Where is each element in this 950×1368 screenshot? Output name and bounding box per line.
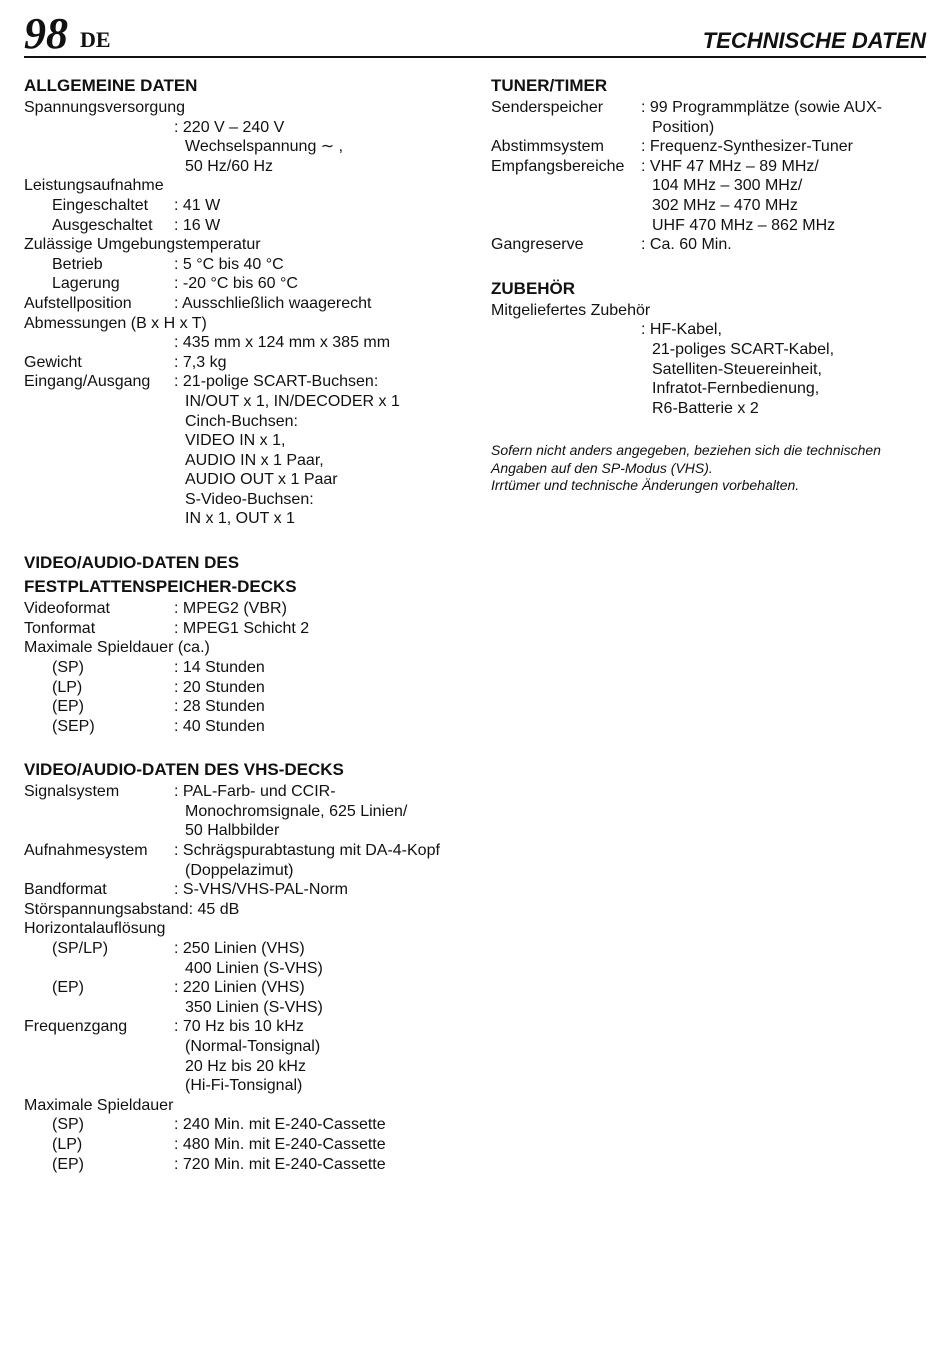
spec-label: Tonformat — [24, 619, 96, 637]
spec-row — [24, 1135, 474, 1155]
spec-label: (LP) — [52, 1136, 83, 1153]
spec-label: Eingang/Ausgang — [24, 373, 151, 391]
spec-label: Spannungsversorgung — [24, 99, 186, 116]
spec-value-line: : 21-polige SCART-Buchsen: — [174, 373, 379, 391]
spec-row — [24, 98, 474, 118]
spec-section — [24, 758, 474, 1174]
spec-value-line: AUDIO OUT x 1 Paar — [185, 471, 338, 489]
spec-value — [174, 782, 407, 841]
spec-value-line: : 41 W — [174, 196, 221, 214]
spec-section — [491, 74, 931, 255]
spec-value — [174, 353, 226, 373]
spec-label: (SP) — [52, 658, 84, 676]
spec-value-line: : 99 Programmplätze (sowie AUX- — [641, 99, 882, 116]
spec-value-line: : 480 Min. mit E-240-Cassette — [174, 1136, 386, 1153]
spec-value — [174, 619, 309, 639]
spec-value-line: : MPEG1 Schicht 2 — [174, 619, 310, 637]
spec-label: Aufnahmesystem — [24, 842, 148, 860]
spec-row — [24, 678, 474, 698]
spec-value-line: S-Video-Buchsen: — [185, 490, 314, 508]
spec-row — [24, 1115, 474, 1135]
spec-row — [24, 333, 474, 353]
spec-value-line: IN/OUT x 1, IN/DECODER x 1 — [185, 392, 400, 410]
spec-row — [24, 919, 474, 939]
spec-label: (SP) — [52, 1116, 84, 1134]
spec-value-line: 50 Halbbilder — [185, 822, 280, 840]
spec-value — [174, 841, 440, 880]
spec-value-line: 21-poliges SCART-Kabel, — [652, 340, 835, 358]
spec-value — [641, 157, 835, 235]
spec-label: Störspannungsabstand: 45 dB — [24, 900, 240, 918]
spec-value-line: 302 MHz – 470 MHz — [652, 196, 798, 214]
spec-row — [24, 353, 474, 373]
spec-value-line: Wechselspannung ∼ , — [185, 138, 344, 156]
spec-row — [491, 157, 931, 235]
spec-value-line: VIDEO IN x 1, — [185, 432, 286, 450]
language-code: DE — [80, 27, 111, 52]
spec-value-line: : 20 Stunden — [174, 678, 265, 696]
spec-label: Senderspeicher — [491, 99, 604, 116]
spec-value — [174, 1135, 386, 1155]
spec-value — [174, 599, 287, 619]
spec-label: Leistungsaufnahme — [24, 177, 164, 195]
spec-value-line: : Ausschließlich waagerecht — [174, 294, 372, 312]
spec-value-line: (Hi-Fi-Tonsignal) — [185, 1077, 303, 1095]
spec-row — [491, 301, 931, 321]
spec-label: Maximale Spieldauer — [24, 1096, 174, 1114]
spec-value — [174, 294, 371, 314]
spec-value-line: : 7,3 kg — [174, 353, 227, 371]
spec-value-line: 350 Linien (S-VHS) — [185, 998, 323, 1016]
spec-row — [24, 900, 474, 920]
spec-row — [24, 1096, 474, 1116]
spec-row — [491, 320, 931, 418]
spec-value — [174, 274, 298, 294]
spec-value-line: : 240 Min. mit E-240-Cassette — [174, 1116, 386, 1134]
spec-row — [24, 255, 474, 275]
spec-value-line: 50 Hz/60 Hz — [185, 157, 274, 175]
spec-value-line: : PAL-Farb- und CCIR- — [174, 783, 336, 801]
spec-value-line: Position) — [652, 118, 715, 136]
spec-value-line: 400 Linien (S-VHS) — [185, 959, 323, 977]
spec-value — [174, 1155, 386, 1175]
spec-value — [641, 235, 732, 255]
spec-value — [174, 196, 220, 216]
spec-row — [24, 782, 474, 841]
spec-value-line: : VHF 47 MHz – 89 MHz/ — [641, 157, 819, 175]
spec-value-line: : 250 Linien (VHS) — [174, 940, 305, 958]
right-column — [491, 74, 931, 495]
section-title: VIDEO/AUDIO-DATEN DES VHS-DECKS — [24, 760, 344, 780]
spec-label: Empfangsbereiche — [491, 157, 625, 175]
spec-label: Betrieb — [52, 255, 103, 273]
spec-value — [641, 137, 853, 157]
spec-value — [641, 320, 834, 418]
spec-value-line: IN x 1, OUT x 1 — [185, 510, 295, 528]
spec-value — [174, 372, 400, 529]
spec-value — [174, 118, 343, 177]
spec-value — [174, 658, 265, 678]
section-title: VIDEO/AUDIO-DATEN DES FESTPLATTENSPEICHER-DECKS — [24, 553, 297, 597]
spec-row — [491, 235, 931, 255]
spec-label: Gewicht — [24, 353, 82, 371]
left-column — [24, 74, 474, 1174]
spec-value-line: Cinch-Buchsen: — [185, 412, 298, 430]
spec-row — [24, 294, 474, 314]
spec-label: Lagerung — [52, 275, 120, 293]
spec-value-line: : 5 °C bis 40 °C — [174, 255, 284, 273]
spec-value-line: AUDIO IN x 1 Paar, — [185, 451, 324, 469]
spec-label: Ausgeschaltet — [52, 216, 153, 234]
spec-label: Gangreserve — [491, 236, 584, 254]
spec-label: Bandformat — [24, 881, 107, 899]
spec-row — [24, 235, 474, 255]
spec-value-line: 104 MHz – 300 MHz/ — [652, 177, 803, 195]
spec-row — [24, 841, 474, 880]
spec-value-line: : 14 Stunden — [174, 658, 265, 676]
spec-row — [24, 939, 474, 978]
spec-value-line: : MPEG2 (VBR) — [174, 600, 287, 618]
spec-row — [24, 196, 474, 216]
spec-value-line: : Frequenz-Synthesizer-Tuner — [641, 138, 853, 156]
spec-value-line: : 16 W — [174, 216, 221, 234]
section-title: ALLGEMEINE DATEN — [24, 76, 198, 95]
spec-section — [24, 551, 474, 736]
footnote-line: Angaben auf den SP-Modus (VHS). — [491, 459, 713, 476]
spec-section — [24, 74, 474, 529]
spec-label: Horizontalauflösung — [24, 920, 166, 938]
spec-value-line: : -20 °C bis 60 °C — [174, 275, 298, 293]
spec-value — [174, 939, 323, 978]
spec-value-line: (Normal-Tonsignal) — [185, 1038, 321, 1056]
spec-value — [174, 978, 323, 1017]
spec-value-line: : 435 mm x 124 mm x 385 mm — [174, 334, 391, 352]
page-header — [24, 9, 926, 58]
spec-row — [24, 658, 474, 678]
spec-label: Zulässige Umgebungstemperatur — [24, 236, 261, 254]
spec-row — [24, 118, 474, 177]
spec-row — [24, 697, 474, 717]
spec-value — [174, 1115, 386, 1135]
spec-value-line: R6-Batterie x 2 — [652, 399, 759, 417]
spec-value-line: : 28 Stunden — [174, 698, 265, 716]
spec-label: Abstimmsystem — [491, 138, 604, 156]
spec-value-line: : HF-Kabel, — [641, 321, 722, 339]
spec-value-line: 20 Hz bis 20 kHz — [185, 1057, 306, 1075]
spec-value — [174, 678, 265, 698]
footnote-line: Irrtümer und technische Änderungen vorbehalten. — [491, 477, 800, 494]
spec-row — [24, 717, 474, 737]
spec-label: Videoformat — [24, 600, 110, 618]
footnote — [491, 442, 931, 495]
page-title: TECHNISCHE DATEN — [702, 28, 926, 53]
spec-label: (EP) — [52, 1155, 84, 1173]
spec-value — [174, 697, 265, 717]
spec-value-line: Infratot-Fernbedienung, — [652, 380, 820, 398]
spec-label: (SEP) — [52, 717, 95, 735]
spec-row — [24, 880, 474, 900]
spec-row — [24, 176, 474, 196]
spec-label: Frequenzgang — [24, 1018, 128, 1036]
spec-value — [174, 255, 284, 275]
spec-label: (EP) — [52, 979, 84, 997]
spec-label: Signalsystem — [24, 783, 120, 801]
spec-row — [24, 1017, 474, 1095]
spec-value-line: UHF 470 MHz – 862 MHz — [652, 216, 836, 234]
spec-row — [24, 638, 474, 658]
spec-value-line: : S-VHS/VHS-PAL-Norm — [174, 881, 348, 899]
spec-label: (SP/LP) — [52, 940, 109, 958]
spec-section — [491, 277, 931, 419]
spec-label: Aufstellposition — [24, 294, 132, 312]
spec-value — [174, 880, 348, 900]
spec-value-line: (Doppelazimut) — [185, 861, 294, 879]
spec-value — [174, 1017, 320, 1095]
spec-label: Eingeschaltet — [52, 196, 149, 214]
spec-value-line: Monochromsignale, 625 Linien/ — [185, 802, 408, 820]
spec-label: Abmessungen (B x H x T) — [24, 314, 207, 332]
spec-row — [24, 314, 474, 334]
footnote-line: Sofern nicht anders angegeben, beziehen sich die technischen — [491, 442, 881, 459]
spec-label: Maximale Spieldauer (ca.) — [24, 639, 210, 657]
spec-row — [24, 978, 474, 1017]
spec-row — [24, 619, 474, 639]
spec-value-line: : 40 Stunden — [174, 717, 265, 735]
spec-value-line: : 70 Hz bis 10 kHz — [174, 1018, 304, 1036]
spec-value-line: : 720 Min. mit E-240-Cassette — [174, 1155, 386, 1173]
spec-row — [24, 599, 474, 619]
spec-row — [24, 216, 474, 236]
spec-value — [174, 717, 265, 737]
spec-row — [24, 274, 474, 294]
spec-value-line: : 220 V – 240 V — [174, 118, 285, 136]
page-number: 98 — [24, 9, 68, 58]
spec-row — [24, 1155, 474, 1175]
spec-value-line: Satelliten-Steuereinheit, — [652, 360, 822, 378]
spec-value — [174, 333, 390, 353]
spec-label: Mitgeliefertes Zubehör — [491, 301, 651, 319]
section-title: ZUBEHÖR — [491, 278, 576, 298]
spec-value-line: : Schrägspurabtastung mit DA-4-Kopf — [174, 842, 440, 860]
spec-value-line: : Ca. 60 Min. — [641, 236, 732, 254]
spec-label: (EP) — [52, 698, 84, 716]
spec-row — [491, 137, 931, 157]
spec-value-line: : 220 Linien (VHS) — [174, 979, 305, 997]
spec-label: (LP) — [52, 678, 83, 696]
spec-value — [641, 98, 882, 137]
spec-value — [174, 216, 220, 236]
section-title: TUNER/TIMER — [491, 76, 608, 95]
spec-row — [491, 98, 931, 137]
spec-row — [24, 372, 474, 529]
